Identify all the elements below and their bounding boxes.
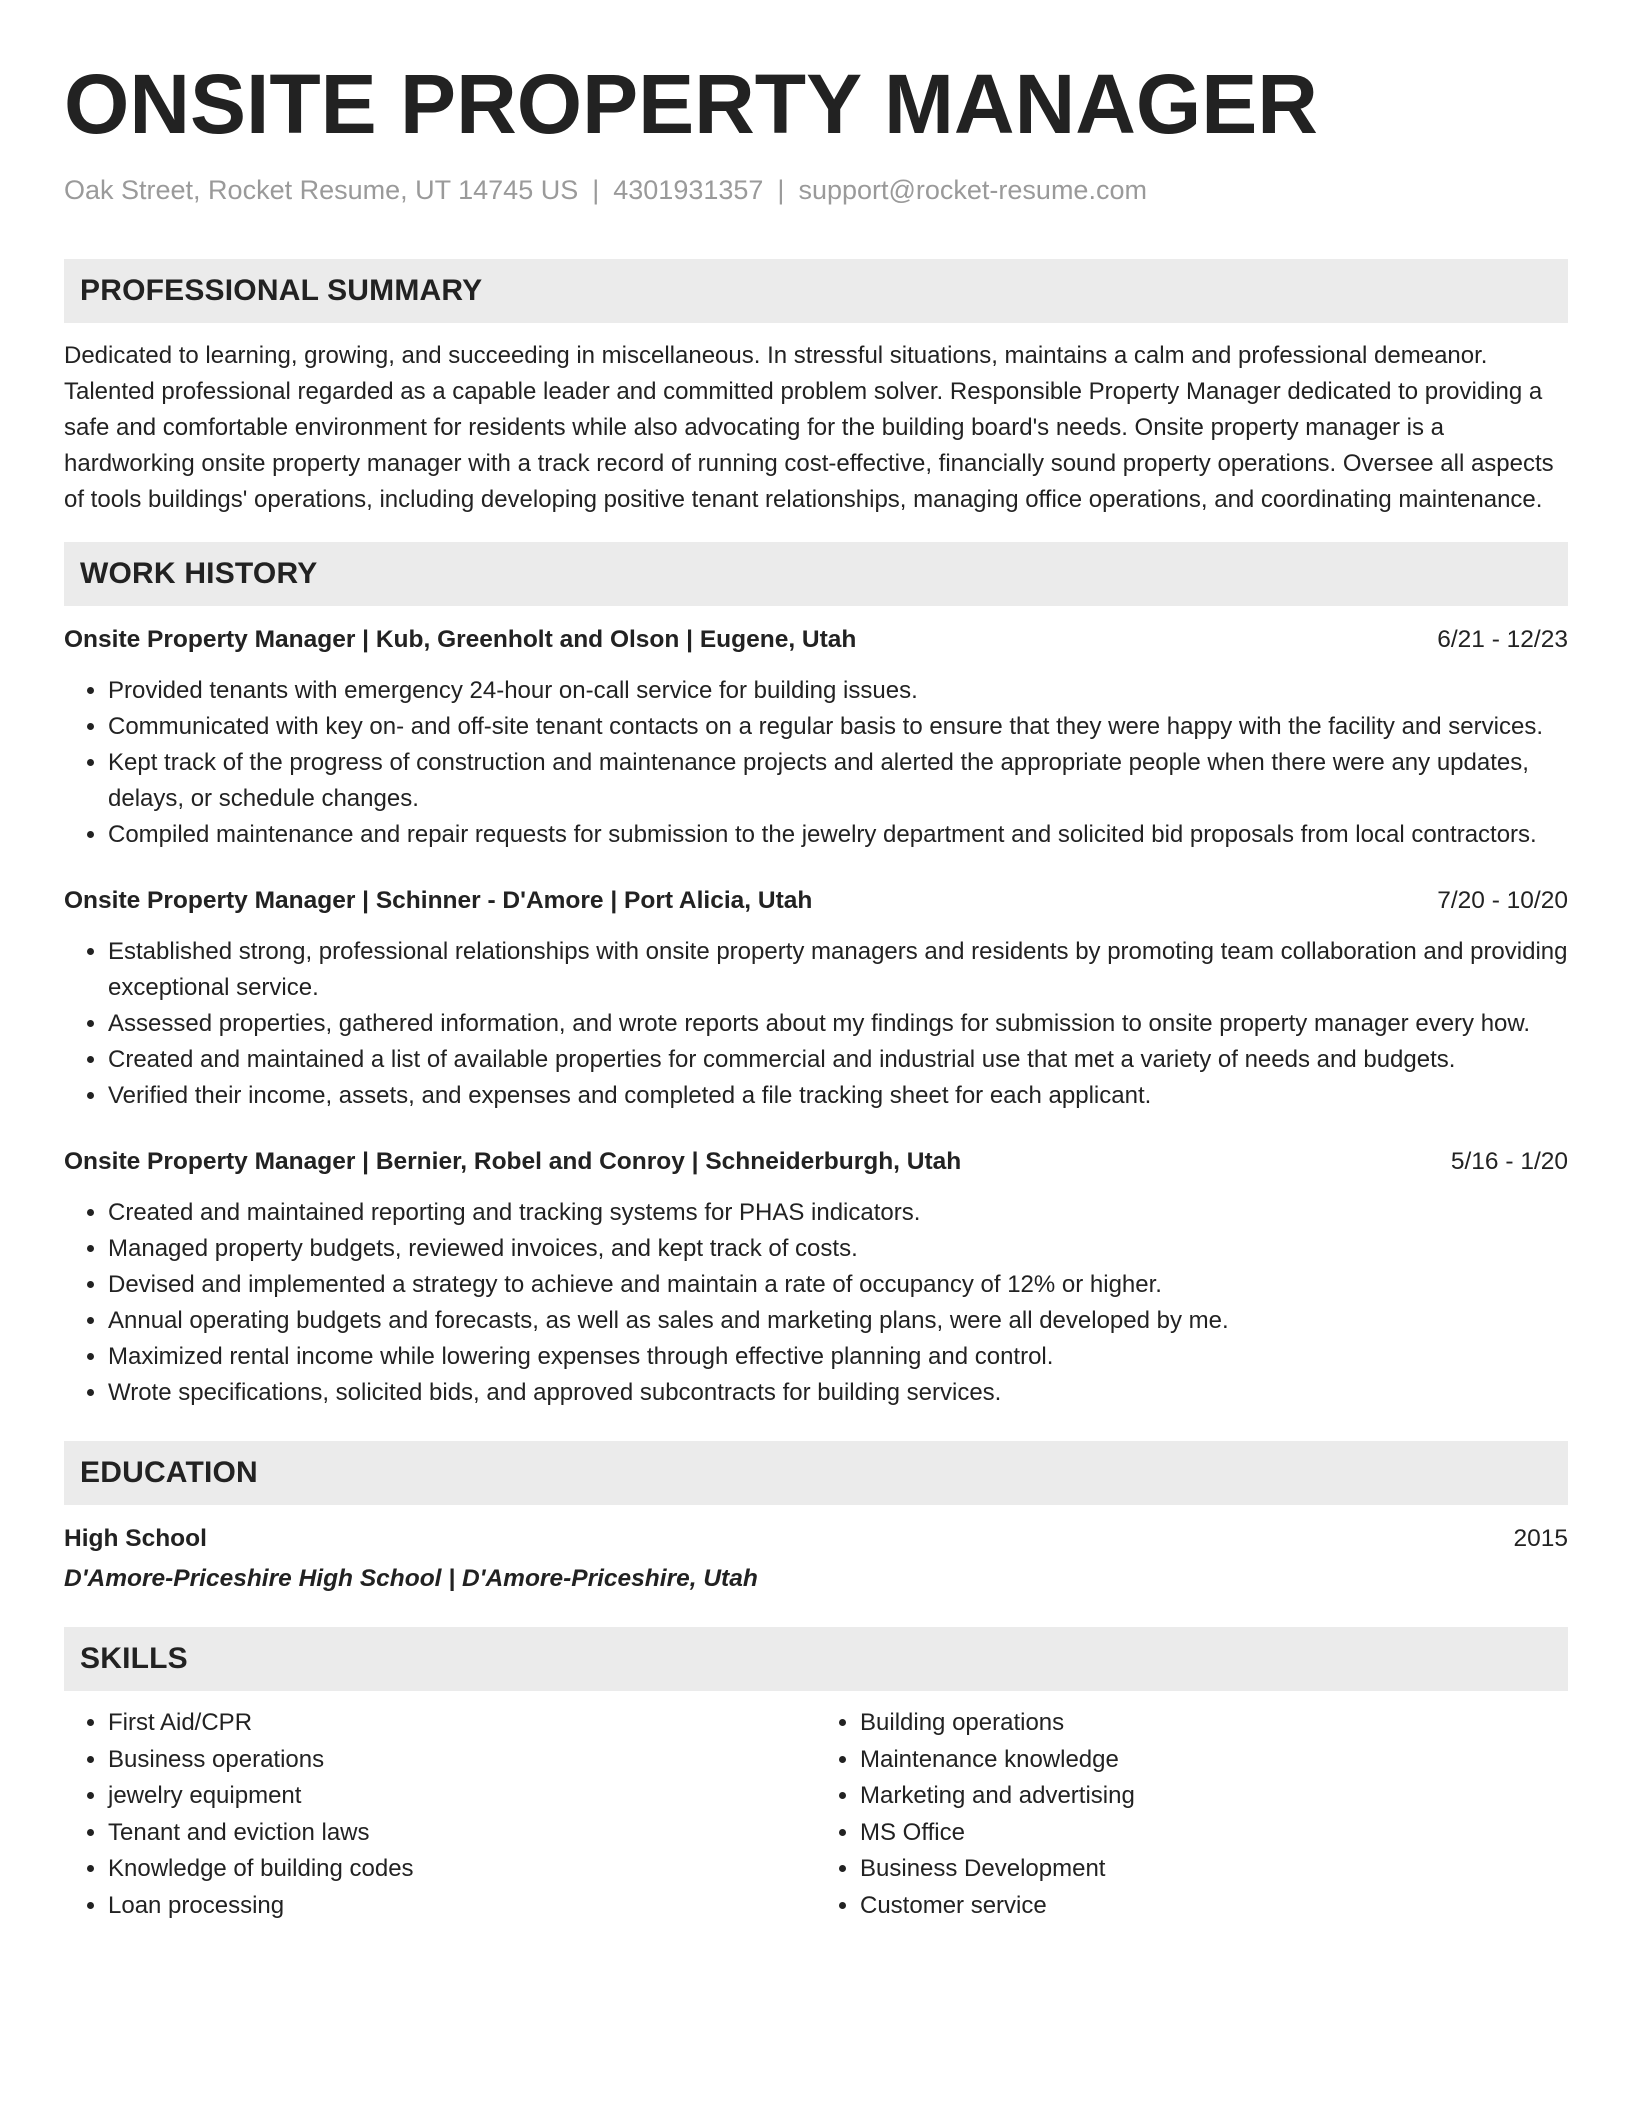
- job-bullet: • Devised and implemented a strategy to achieve and maintain a rate of occupancy of 12% or higher.: [108, 1267, 1568, 1303]
- job-dates: 5/16 - 1/20: [1450, 1148, 1568, 1175]
- candidate-name: ONSITE PROPERTY MANAGER: [64, 57, 1318, 151]
- skills-list-right: [816, 1705, 1568, 1924]
- job-title: Onsite Property Manager | Kub, Greenholt and Olson | Eugene, Utah: [64, 626, 857, 653]
- skill-item: • MS Office: [860, 1815, 1568, 1852]
- job-bullet: • Assessed properties, gathered information, and wrote reports about my findings for submission to onsite property manager every how.: [108, 1006, 1568, 1042]
- job-bullet: • Maximized rental income while lowering expenses through effective planning and control.: [108, 1339, 1568, 1375]
- education-school: D'Amore-Priceshire High School | D'Amore-Priceshire, Utah: [64, 1565, 758, 1592]
- job-header: [64, 1144, 1568, 1180]
- job-header: [64, 622, 1568, 658]
- skill-item: • Tenant and eviction laws: [108, 1815, 816, 1852]
- skill-item: • Customer service: [860, 1888, 1568, 1925]
- contact-address: Oak Street, Rocket Resume, UT 14745 US: [64, 175, 579, 205]
- skill-item: • jewelry equipment: [108, 1778, 816, 1815]
- job-title: Onsite Property Manager | Schinner - D'Amore | Port Alicia, Utah: [64, 887, 813, 914]
- job-dates: 6/21 - 12/23: [1437, 626, 1568, 653]
- skills-list-left: [64, 1705, 816, 1924]
- job-bullet: • Wrote specifications, solicited bids, and approved subcontracts for building services.: [108, 1375, 1568, 1411]
- skill-item: • Building operations: [860, 1705, 1568, 1742]
- job-bullet-list: [64, 934, 1568, 1114]
- job-bullet: • Verified their income, assets, and expenses and completed a file tracking sheet for each applicant.: [108, 1078, 1568, 1114]
- job-bullet: • Compiled maintenance and repair requests for submission to the jewelry department and solicited bid proposals from local contractors.: [108, 817, 1568, 853]
- job-dates: 7/20 - 10/20: [1437, 887, 1568, 914]
- skill-item: • Knowledge of building codes: [108, 1851, 816, 1888]
- section-heading-summary: PROFESSIONAL SUMMARY: [64, 259, 1568, 323]
- job-bullet: • Managed property budgets, reviewed invoices, and kept track of costs.: [108, 1231, 1568, 1267]
- contact-phone: 4301931357: [613, 175, 764, 205]
- job-bullet: • Created and maintained reporting and tracking systems for PHAS indicators.: [108, 1195, 1568, 1231]
- skills-grid: [64, 1705, 1568, 1924]
- skill-item: • First Aid/CPR: [108, 1705, 816, 1742]
- skill-item: • Marketing and advertising: [860, 1778, 1568, 1815]
- education-degree: High School: [64, 1525, 207, 1552]
- summary-text: Dedicated to learning, growing, and succeeding in miscellaneous. In stressful situations, maintains a calm and professional demeanor. Talented professional regarded as a capable leader and committed problem solver. Responsible Property Manager dedicated to providing a safe and comfortable environment for residents while also advocating for the building board's needs. Onsite property manager is a hardworking onsite property manager with a track record of running cost-effective, financially sound property operations. Oversee all aspects of tools buildings' operations, including developing positive tenant relationships, managing office operations, and coordinating maintenance.: [64, 342, 1554, 513]
- job-bullet-list: [64, 1195, 1568, 1411]
- skill-item: • Business Development: [860, 1851, 1568, 1888]
- job-bullet: • Provided tenants with emergency 24-hour on-call service for building issues.: [108, 673, 1568, 709]
- job-bullet: • Created and maintained a list of available properties for commercial and industrial use that met a variety of needs and budgets.: [108, 1042, 1568, 1078]
- job-bullet: • Annual operating budgets and forecasts, as well as sales and marketing plans, were all developed by me.: [108, 1303, 1568, 1339]
- education-header: [64, 1521, 1568, 1557]
- skill-item: • Loan processing: [108, 1888, 816, 1925]
- education-year: 2015: [1513, 1525, 1568, 1552]
- section-heading-skills: SKILLS: [64, 1627, 1568, 1691]
- contact-line: [64, 172, 1568, 208]
- job-bullet: • Established strong, professional relationships with onsite property managers and residents by promoting team collaboration and providing exceptional service.: [108, 934, 1568, 1006]
- contact-separator: |: [777, 175, 785, 205]
- contact-separator: |: [592, 175, 600, 205]
- section-heading-education: EDUCATION: [64, 1441, 1568, 1505]
- job-bullet-list: [64, 673, 1568, 853]
- job-entry: [64, 883, 1568, 1114]
- skill-item: • Business operations: [108, 1742, 816, 1779]
- job-entry: [64, 1144, 1568, 1411]
- job-entry: [64, 622, 1568, 853]
- job-title: Onsite Property Manager | Bernier, Robel and Conroy | Schneiderburgh, Utah: [64, 1148, 962, 1175]
- job-header: [64, 883, 1568, 919]
- contact-email: support@rocket-resume.com: [798, 175, 1147, 205]
- job-bullet: • Kept track of the progress of construction and maintenance projects and alerted the appropriate people when there were any updates, delays, or schedule changes.: [108, 745, 1568, 817]
- section-heading-work-history: WORK HISTORY: [64, 542, 1568, 606]
- job-bullet: • Communicated with key on- and off-site tenant contacts on a regular basis to ensure that they were happy with the facility and services.: [108, 709, 1568, 745]
- skill-item: • Maintenance knowledge: [860, 1742, 1568, 1779]
